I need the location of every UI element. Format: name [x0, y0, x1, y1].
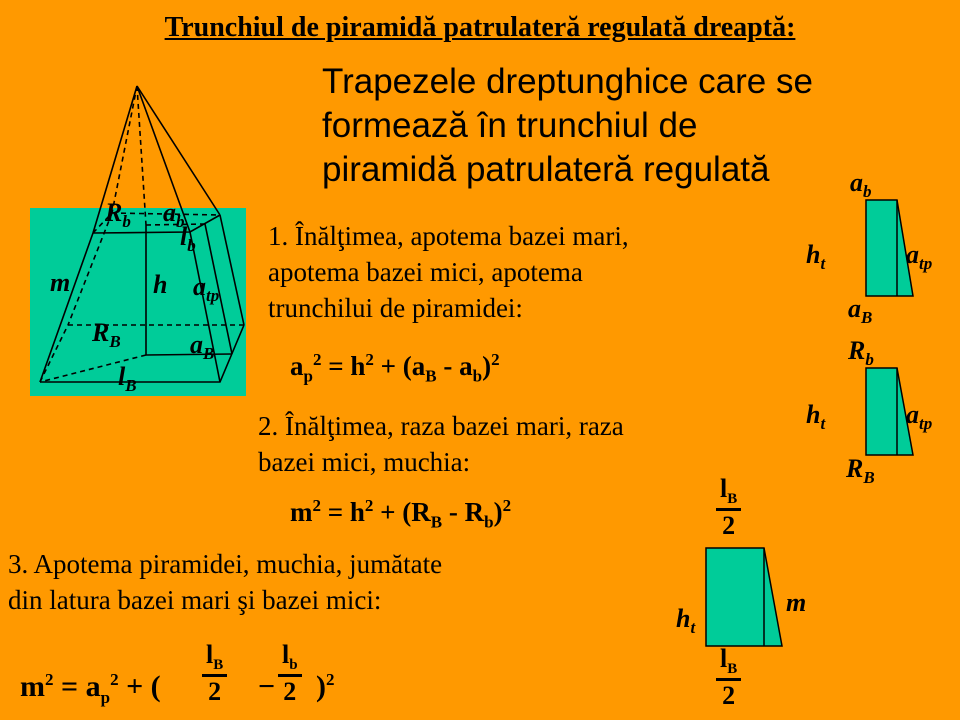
- label-RB: $R_B$: [92, 318, 121, 352]
- trap3-left-label: $h_t$: [676, 604, 696, 638]
- trap1-right-label: $a_{tp}$: [906, 240, 933, 274]
- intro-line: piramidă patrulateră regulată: [322, 150, 770, 189]
- label-lb: $l_b$: [180, 222, 196, 256]
- trap2-left-label: $h_t$: [806, 400, 826, 434]
- trap1-bottom-label: $a_B$: [848, 294, 873, 328]
- formula-3-lhs: $m^2 = a_p^2$ + (: [20, 670, 161, 707]
- item-3-line: din latura bazei mari şi bazei mici:: [8, 585, 382, 615]
- label-aB: $a_B$: [190, 330, 215, 364]
- trap2-top-label: $R_b$: [848, 336, 874, 370]
- intro-line: formează în trunchiul de: [322, 106, 698, 145]
- intro-line: Trapezele dreptunghice care se: [322, 62, 813, 101]
- item-2-line: bazei mici, muchia:: [258, 447, 471, 477]
- label-Rb: $R_b$: [105, 198, 131, 232]
- formula-2: $m^2 = h^2 + (R_B - R_b)^2$: [290, 496, 512, 532]
- trap1-left-label: $h_t$: [806, 240, 826, 274]
- formula-3-close: )$^2$: [316, 670, 335, 703]
- trap3-bottom-fraction: $\frac{l_B}{2}$: [716, 644, 741, 711]
- item-1-line: 1. Înălţimea, apotema bazei mari,: [268, 221, 629, 251]
- item-1-line: trunchilui de piramidei:: [268, 293, 523, 323]
- item-2-line: 2. Înălţimea, raza bazei mari, raza: [258, 411, 624, 441]
- formula-1: $a_p^2 = h^2 + (a_B - a_b)^2$: [290, 350, 500, 386]
- label-atp: $a_{tp}$: [193, 272, 220, 306]
- label-lB: $l_B$: [118, 362, 137, 396]
- trap3-top-fraction: $\frac{l_B}{2}$: [716, 474, 741, 541]
- item-1-line: apotema bazei mici, apotema: [268, 257, 583, 287]
- formula-3-frac-lb: $\frac{l_b}{2}$: [278, 640, 302, 707]
- page-title: Trunchiul de piramidă patrulateră regulată dreaptă:: [164, 12, 796, 43]
- trap2-bottom-label: $R_B$: [846, 454, 875, 488]
- formula-3-minus: −: [258, 670, 276, 703]
- label-m: m: [50, 268, 71, 297]
- trap2-right-label: $a_{tp}$: [906, 400, 933, 434]
- item-3-line: 3. Apotema piramidei, muchia, jumătate: [8, 549, 443, 579]
- formula-3-frac-lB: $\frac{l_B}{2}$: [202, 640, 227, 707]
- trap3-right-label: m: [786, 588, 807, 617]
- label-h: h: [153, 270, 168, 299]
- label-ab: $a_b$: [163, 198, 185, 232]
- trap1-top-label: $a_b$: [850, 168, 872, 202]
